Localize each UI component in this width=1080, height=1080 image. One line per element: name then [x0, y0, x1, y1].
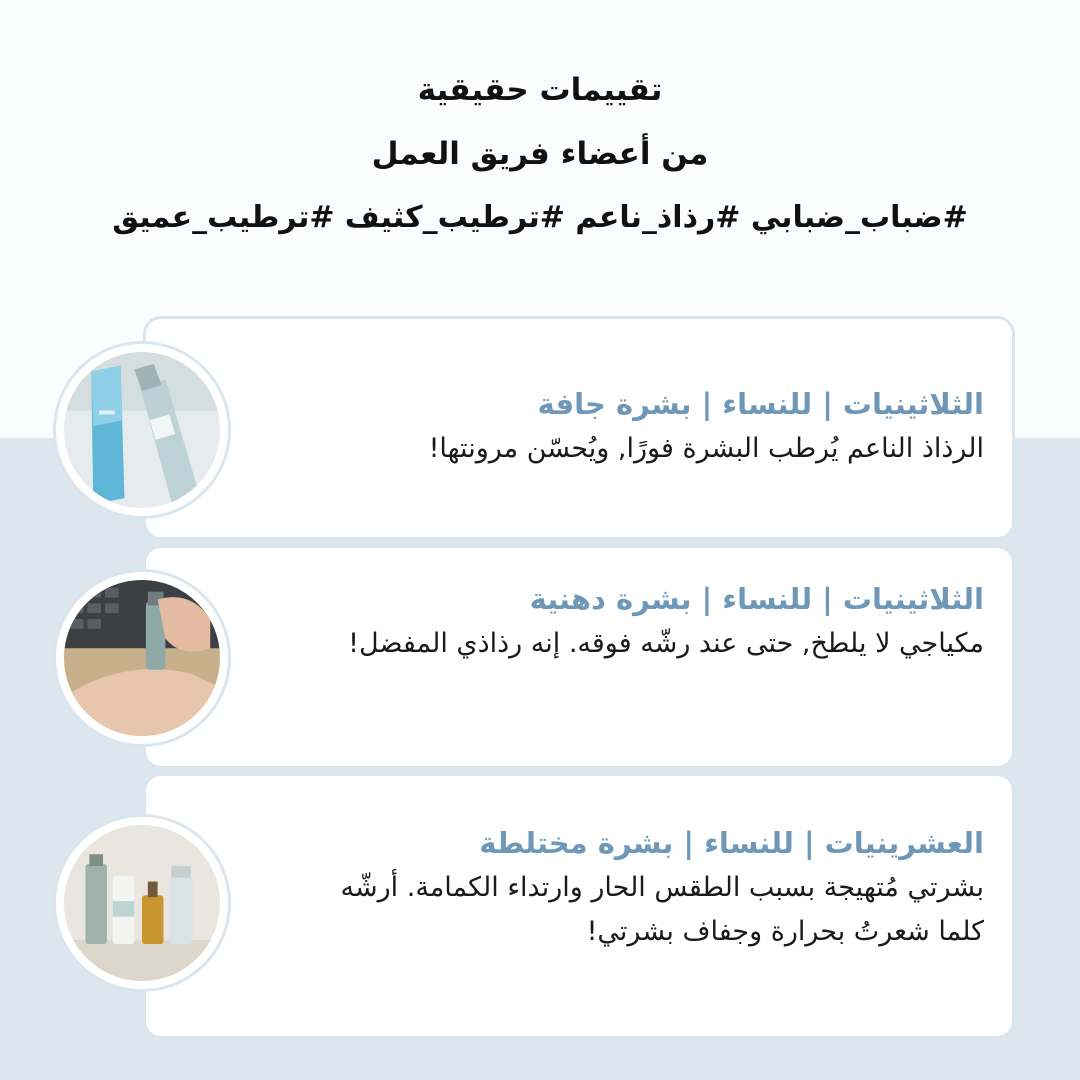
review-content — [324, 820, 984, 954]
review-photo-hand-spray — [56, 572, 228, 744]
review-card — [143, 316, 1015, 540]
page-subtitle: من أعضاء فريق العمل — [371, 136, 709, 172]
review-card — [143, 545, 1015, 769]
review-text: الرذاذ الناعم يُرطب البشرة فورًا, ويُحسّن مرونتها! — [428, 433, 984, 464]
hashtags: #ضباب_ضبابي #رذاذ_ناعم #ترطيب_كثيف #ترطيب_عميق — [112, 200, 968, 235]
review-card — [143, 773, 1015, 1039]
review-content — [324, 381, 984, 471]
page-title: تقييمات حقيقية — [417, 72, 663, 108]
hand-spray-photo-illustration — [64, 580, 220, 736]
review-text: بشرتي مُتهيجة بسبب الطقس الحار وارتداء الكمامة. أرشّه كلما شعرتُ بحرارة وجفاف بشرتي! — [340, 872, 984, 947]
reviewer-info: العشرينيات | للنساء | بشرة مختلطة — [479, 826, 984, 860]
reviewer-info: الثلاثينيات | للنساء | بشرة دهنية — [529, 582, 984, 616]
page-header — [0, 58, 1080, 250]
review-content — [324, 576, 984, 666]
review-photo-mist-bottle — [56, 344, 228, 516]
mist-bottle-photo-illustration — [64, 352, 220, 508]
review-photo-product-lineup — [56, 817, 228, 989]
reviewer-info: الثلاثينيات | للنساء | بشرة جافة — [537, 387, 984, 421]
review-text: مكياجي لا يلطخ, حتى عند رشّه فوقه. إنه رذاذي المفضل! — [348, 628, 984, 659]
product-lineup-photo-illustration — [64, 825, 220, 981]
